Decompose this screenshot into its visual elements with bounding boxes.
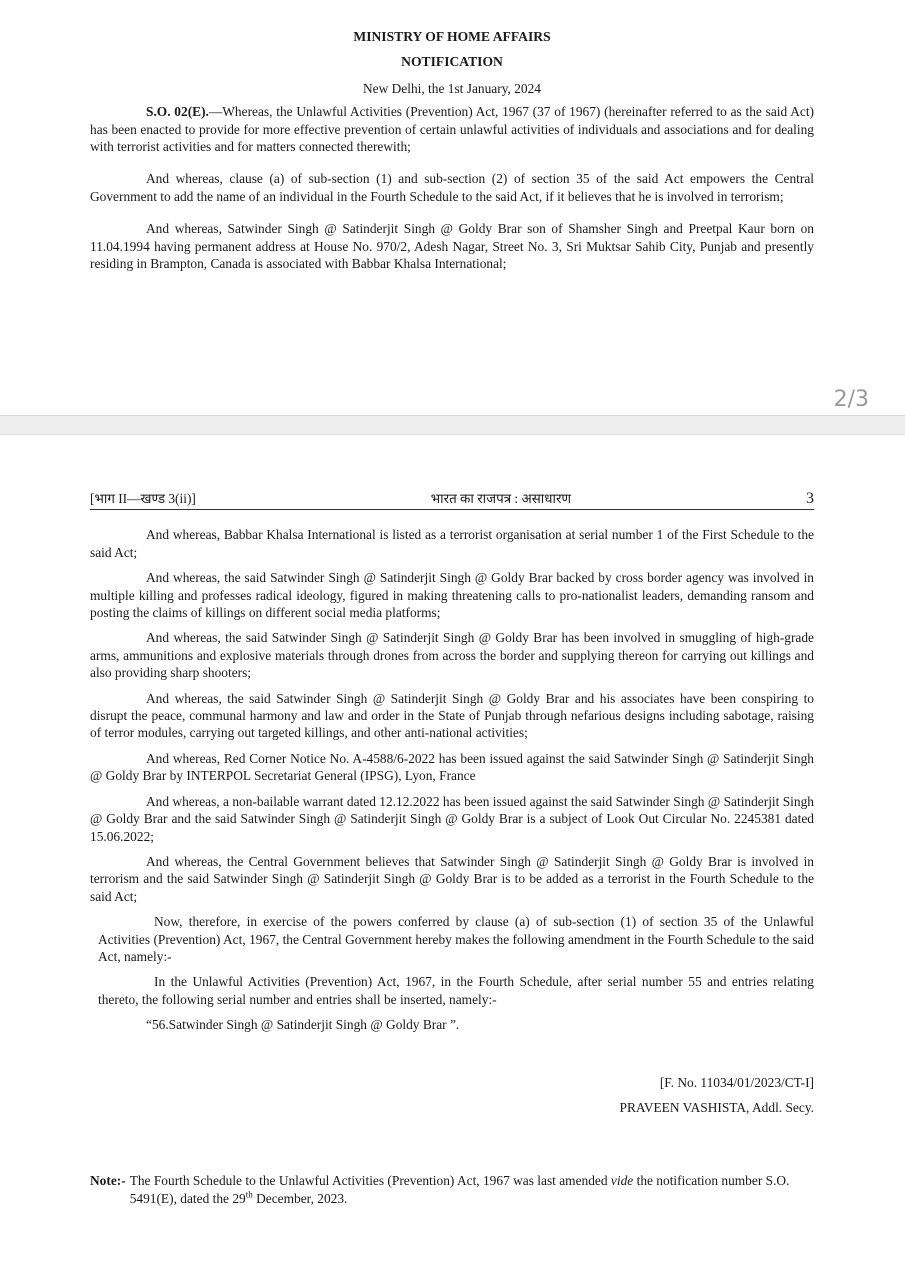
note-text: The Fourth Schedule to the Unlawful Activities (Prevention) Act, 1967 was last amended vide the notification number S.O. 5491(E), dated the 29th December, 2023. [129,1173,790,1206]
page-number: 3 [806,490,814,507]
whereas-paragraph: And whereas, Red Corner Notice No. A-4588/6-2022 has been issued against the said Satwinder Singh @ Satinderjit Singh @ Goldy Brar by INTERPOL Secretariat General (IPSG), Lyon, France [90,750,814,784]
whereas-paragraph: And whereas, the said Satwinder Singh @ Satinderjit Singh @ Goldy Brar backed by cross border agency was involved in multiple killing and professes radical ideology, figured in making threatening calls to pro-nationalist leaders, demanding ransom and posting the claims of killings on different social media platforms; [90,570,814,621]
whereas-paragraph: And whereas, Babbar Khalsa International is listed as a terrorist organisation at serial number 1 of the First Schedule to the said Act; [90,527,814,560]
file-number: [F. No. 11034/01/2023/CT-I] [659,1074,814,1090]
whereas-paragraph: And whereas, the said Satwinder Singh @ Satinderjit Singh @ Goldy Brar has been involved in smuggling of high-grade arms, ammunitions and explosive materials through drones from across the border and supplying thereon for carrying out killings and also providing sharp shooters; [90,630,814,681]
preamble-paragraph [90,103,814,155]
lower-page [90,490,814,1208]
note-label: Note:- [90,1173,126,1189]
operative-paragraph: Now, therefore, in exercise of the powers conferred by clause (a) of sub-section (1) of section 35 of the Unlawful Activities (Prevention) Act, 1967, the Central Government hereby makes the following amendment in the Fourth Schedule to the said Act, namely:- [98,914,814,964]
upper-page [90,28,814,272]
preamble-text: —Whereas, the Unlawful Activities (Prevention) Act, 1967 (37 of 1967) (hereinafter referred to as the said Act) has been enacted to provide for more effective prevention of certain unlawful activities of individuals and associations and for dealing with terrorist activities and for matters connected therewith; [90,104,815,155]
page-indicator: 2/3 [833,387,869,412]
notification-heading: NOTIFICATION [401,54,503,70]
inserted-entry: “56.Satwinder Singh @ Satinderjit Singh @ Goldy Brar ”. [146,1017,460,1033]
running-header-part: [भाग II—खण्ड 3(ii)] [90,491,196,506]
dateline: New Delhi, the 1st January, 2024 [362,80,541,96]
whereas-paragraph-empowerment: And whereas, clause (a) of sub-section (1) and sub-section (2) of section 35 of the said Act empowers the Central Government to add the name of an individual in the Fourth Schedule to the said Act, if it believes that he is involved in terrorism; [90,171,814,204]
whereas-paragraph: And whereas, the Central Government believes that Satwinder Singh @ Satinderjit Singh @ Goldy Brar is involved in terrorism and the said Satwinder Singh @ Satinderjit Singh @ Goldy Brar is to be added as a terrorist in the Fourth Schedule to the said Act; [90,853,814,904]
whereas-paragraph: And whereas, the said Satwinder Singh @ Satinderjit Singh @ Goldy Brar and his associates have been conspiring to disrupt the peace, communal harmony and law and order in the State of Punjab through nefarious designs including sabotage, raising of terror modules, carrying out targeted killings, and other anti-national activities; [90,690,814,741]
amendment-paragraph: In the Unlawful Activities (Prevention) Act, 1967, in the Fourth Schedule, after serial number 55 and entries relating thereto, the following serial number and entries shall be inserted, namely:- [98,974,814,1007]
running-header [90,490,814,510]
footnote [90,1172,814,1207]
page-separator [0,415,905,435]
so-number: S.O. 02(E). [146,104,209,120]
signatory: PRAVEEN VASHISTA, Addl. Secy. [619,1099,814,1115]
whereas-paragraph-identity: And whereas, Satwinder Singh @ Satinderjit Singh @ Goldy Brar son of Shamsher Singh and Preetpal Kaur born on 11.04.1994 having permanent address at House No. 970/2, Adesh Nagar, Street No. 3, Sri Muktsar Sahib City, Punjab and presently residing in Brampton, Canada is associated with Babbar Khalsa International; [90,221,814,272]
whereas-paragraph: And whereas, a non-bailable warrant dated 12.12.2022 has been issued against the said Satwinder Singh @ Satinderjit Singh @ Goldy Brar and the said Satwinder Singh @ Satinderjit Singh @ Goldy Brar is a subject of Look Out Circular No. 2245381 dated 15.06.2022; [90,793,814,844]
ministry-heading: MINISTRY OF HOME AFFAIRS [353,29,551,44]
running-header-gazette: भारत का राजपत्र : असाधारण [430,491,572,506]
